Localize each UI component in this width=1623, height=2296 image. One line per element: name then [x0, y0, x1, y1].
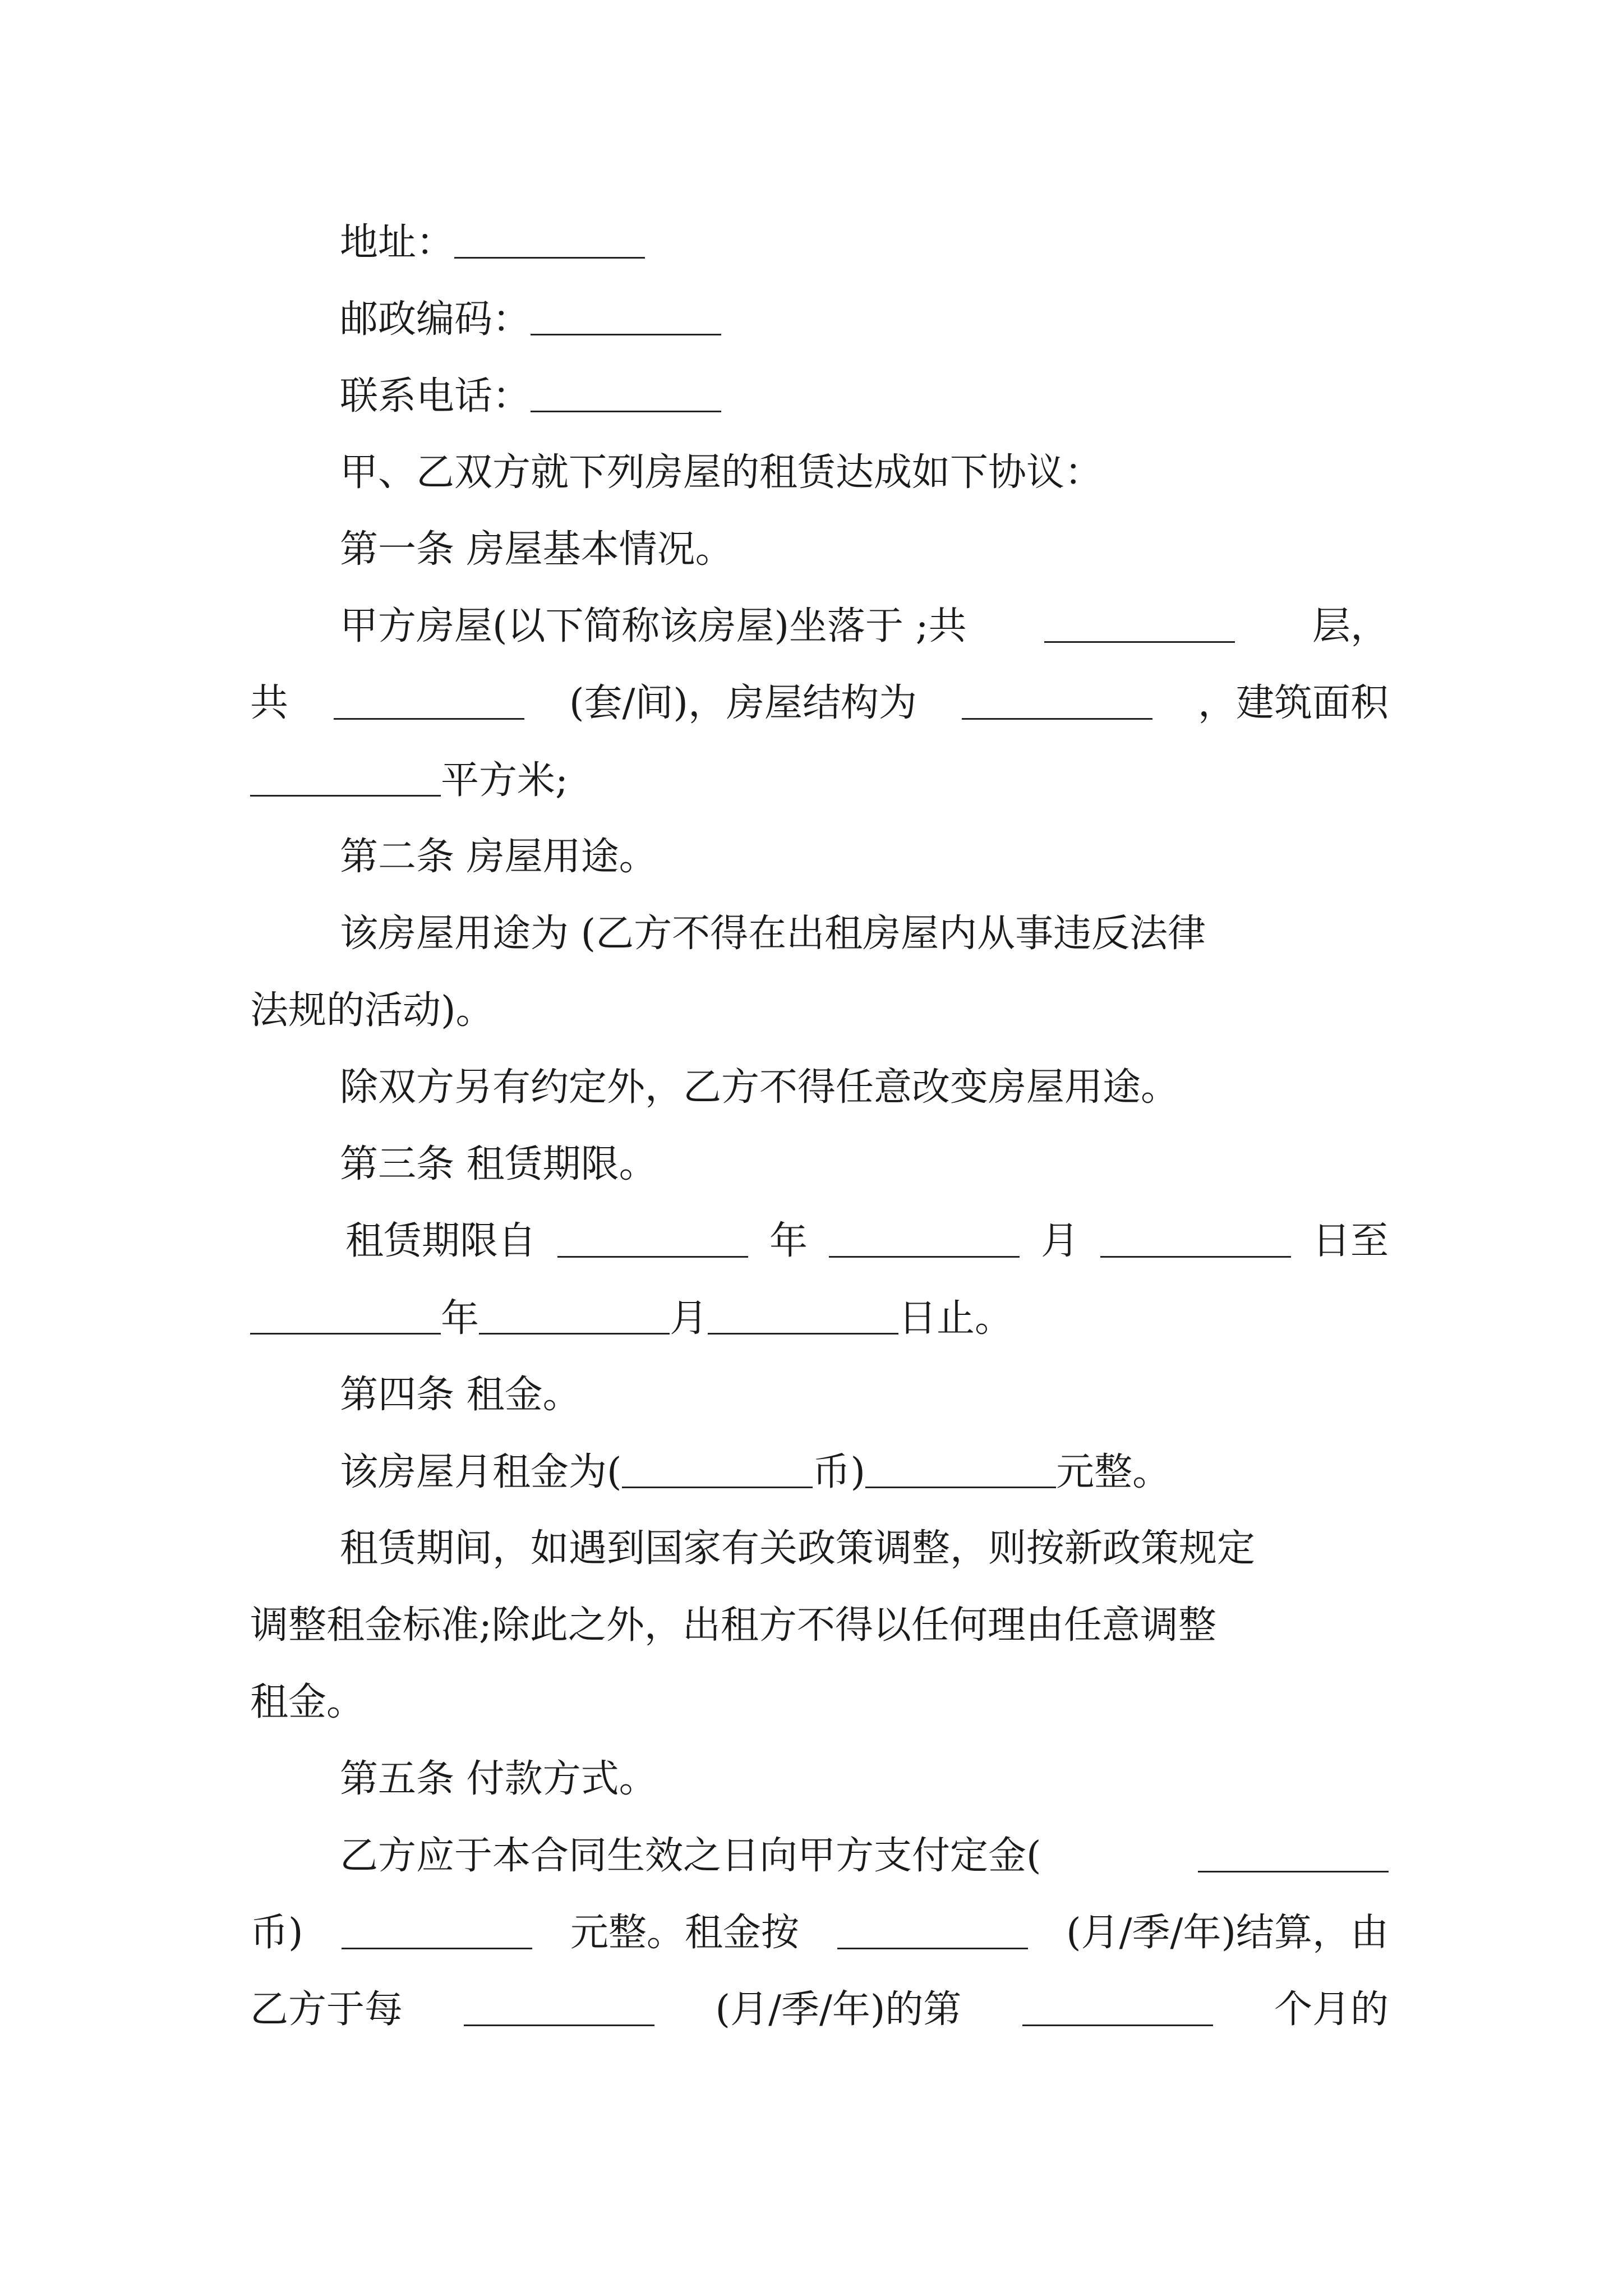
address-blank — [454, 223, 645, 259]
article-1-line-1: 甲方房屋(以下简称该房屋)坐落于 ;共 层， — [340, 604, 1389, 648]
article-2-line-3: 除双方另有约定外，乙方不得任意改变房屋用途。 — [340, 1065, 1179, 1110]
deposit-amount-blank — [342, 1914, 532, 1949]
units-blank — [334, 684, 524, 720]
article-1-line-3: 平方米; — [250, 761, 568, 800]
article-1-title: 第一条 房屋基本情况。 — [340, 527, 734, 572]
article-5-line-3: 乙方于每 (月/季/年)的第 个月的 — [250, 1987, 1389, 2032]
intro-line: 甲、乙双方就下列房屋的租赁达成如下协议： — [340, 450, 1103, 495]
postcode-line: 邮政编码： — [340, 300, 721, 339]
article-3-line-1: 租赁期限自 年 月 日至 — [345, 1219, 1389, 1263]
article-3-line-2: 年 月 日止。 — [250, 1299, 1013, 1338]
article-4-line-2: 租赁期间，如遇到国家有关政策调整，则按新政策规定 — [340, 1526, 1256, 1571]
structure-blank — [962, 684, 1152, 720]
area-blank — [250, 761, 441, 797]
rent-amount-blank — [865, 1453, 1056, 1488]
address-line: 地址： — [340, 223, 645, 262]
payment-month-blank — [1022, 1991, 1213, 2026]
end-year-blank — [250, 1299, 441, 1335]
article-1-line-2: 共 (套/间)，房屋结构为 ，建筑面积 — [250, 681, 1389, 725]
article-2-title: 第二条 房屋用途。 — [340, 835, 657, 879]
deposit-currency-blank — [1198, 1837, 1389, 1872]
article-4-line-4: 租金。 — [250, 1680, 365, 1724]
postcode-blank — [531, 300, 721, 335]
payment-period-blank — [464, 1991, 654, 2026]
settlement-period-blank — [837, 1914, 1028, 1949]
start-day-blank — [1100, 1222, 1291, 1258]
start-year-blank — [557, 1222, 748, 1258]
start-month-blank — [829, 1222, 1020, 1258]
phone-line: 联系电话： — [340, 377, 721, 416]
article-3-title: 第三条 租赁期限。 — [340, 1142, 657, 1186]
article-4-line-1: 该房屋月租金为( 币) 元整。 — [340, 1450, 1171, 1494]
end-month-blank — [479, 1299, 670, 1335]
end-day-blank — [708, 1299, 898, 1335]
phone-blank — [531, 377, 721, 412]
article-5-line-2: 币) 元整。租金按 (月/季/年)结算，由 — [250, 1911, 1389, 1955]
rent-currency-blank — [622, 1453, 813, 1488]
article-5-line-1: 乙方应于本合同生效之日向甲方支付定金( — [340, 1837, 1389, 1875]
article-4-line-3: 调整租金标准;除此之外，出租方不得以任何理由任意调整 — [250, 1603, 1216, 1648]
article-4-title: 第四条 租金。 — [340, 1373, 581, 1417]
article-2-line-2: 法规的活动)。 — [250, 988, 494, 1033]
article-2-line-1: 该房屋用途为 (乙方不得在出租房屋内从事违反法律 — [340, 912, 1206, 956]
article-5-title: 第五条 付款方式。 — [340, 1757, 657, 1801]
floors-blank — [1044, 608, 1235, 643]
